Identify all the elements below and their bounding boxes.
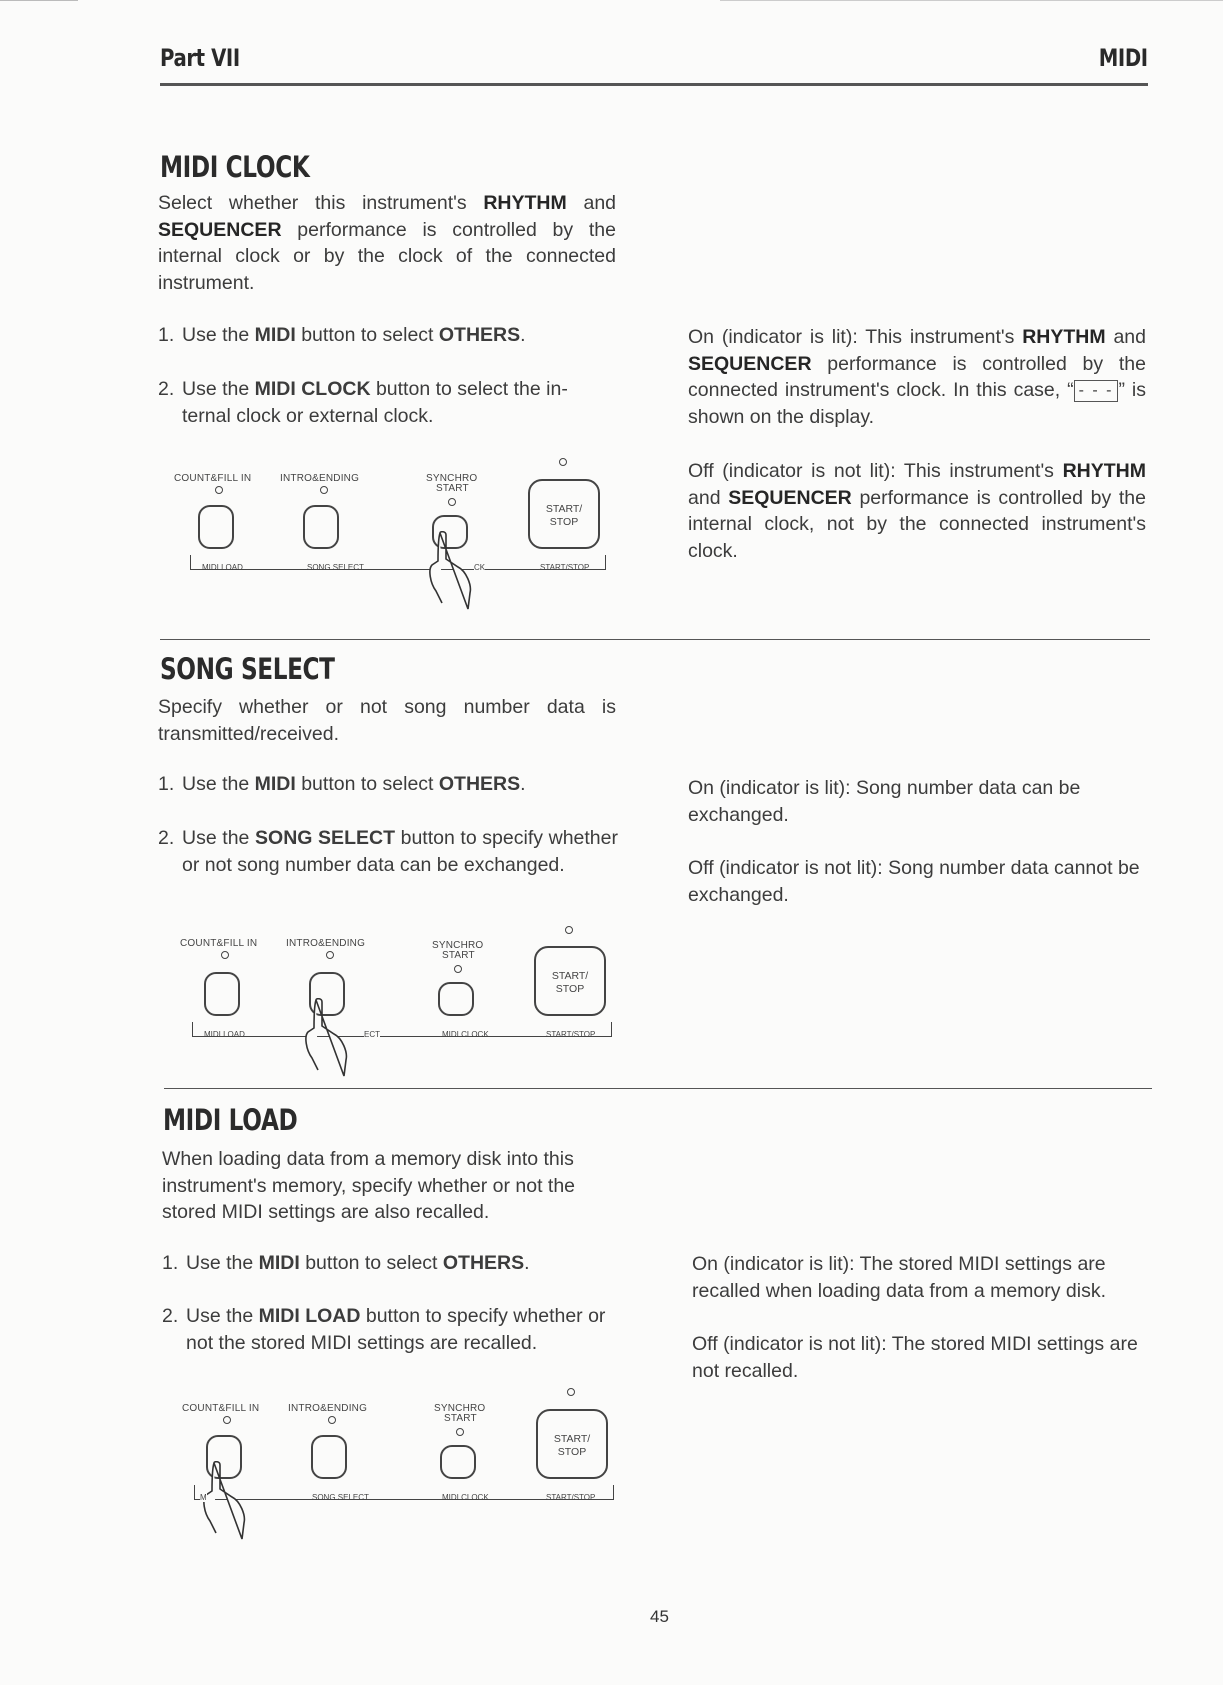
strip-label-midi-clock: MIDI CLOCK (442, 1030, 489, 1039)
led-indicator (328, 1416, 336, 1424)
led-indicator (456, 1428, 464, 1436)
count-fill-label: COUNT&FILL IN (182, 1403, 260, 1414)
song-select-button[interactable] (311, 1435, 347, 1479)
synchro-label: SYNCHRO (434, 1403, 486, 1414)
strip-label-start-stop: START/STOP (546, 1030, 596, 1039)
intro-ending-label: INTRO&ENDING (286, 938, 366, 949)
control-panel-illustration (172, 453, 612, 613)
strip-label-song-select: SONG SELECT (312, 1493, 369, 1502)
led-indicator (326, 951, 334, 959)
section-title-midi-clock: MIDI CLOCK (160, 150, 310, 184)
synchro-label: SYNCHRO (432, 940, 484, 951)
scan-edge-line (0, 0, 78, 1)
midi-clock-step-2: 2. Use the MIDI CLOCK button to select the in- ternal clock or external clock. (158, 378, 568, 427)
strip-label-midi-load: MIDI LOAD (204, 1030, 245, 1039)
strip-label-midi-clock-partial: CK (474, 563, 486, 572)
strip-label-start-stop: START/STOP (546, 1493, 596, 1502)
midi-load-step-2: 2. Use the MIDI LOAD button to specify whether or not the stored MIDI settings are recalled. (162, 1305, 606, 1354)
midi-load-button[interactable] (204, 972, 240, 1016)
midi-clock-button[interactable] (440, 1445, 476, 1479)
led-indicator (215, 486, 223, 494)
song-select-off-description: Off (indicator is not lit): Song number data cannot be exchanged. (688, 857, 1140, 906)
led-indicator (559, 458, 567, 466)
song-select-intro: Specify whether or not song number data is transmitted/received. (158, 696, 616, 745)
strip-label-song-select-partial: ECT (364, 1030, 380, 1039)
page-number: 45 (650, 1607, 669, 1626)
midi-clock-off-description: Off (indicator is not lit): This instrument's RHYTHM and SEQUENCER performance is controlled by the internal clock, not by the connected instrument's clock. (688, 460, 1146, 562)
led-indicator (454, 965, 462, 973)
start-label: START (444, 1413, 477, 1424)
count-fill-label: COUNT&FILL IN (174, 473, 252, 484)
strip-label-song-select: SONG SELECT (307, 563, 364, 572)
strip-label-start-stop: START/STOP (540, 563, 590, 572)
section-title-midi-load: MIDI LOAD (163, 1103, 298, 1137)
midi-clock-button[interactable] (438, 982, 474, 1016)
midi-load-step-1: 1. Use the MIDI button to select OTHERS. (162, 1252, 530, 1274)
strip-label-midi-clock: MIDI CLOCK (442, 1493, 489, 1502)
pressing-finger-icon (300, 998, 360, 1078)
chapter-header: MIDI (1099, 44, 1148, 72)
control-panel-illustration (180, 1383, 620, 1543)
strip-label-midi-load: MIDI LOAD (202, 563, 243, 572)
midi-clock-step-1: 1. Use the MIDI button to select OTHERS. (158, 324, 526, 346)
midi-clock-on-description: On (indicator is lit): This instrument's RHYTHM and SEQUENCER performance is controlled by the connected instrument's clock. In this case, “ - - - ” is shown on the display. (688, 326, 1146, 428)
led-indicator (221, 951, 229, 959)
start-stop-button-label: START/ STOP (545, 503, 583, 528)
header-rule (160, 83, 1148, 86)
count-fill-label: COUNT&FILL IN (180, 938, 258, 949)
section-title-song-select: SONG SELECT (160, 652, 335, 686)
synchro-label: SYNCHRO (426, 473, 478, 484)
led-indicator (320, 486, 328, 494)
midi-load-off-description: Off (indicator is not lit): The stored MIDI settings are not recalled. (692, 1333, 1138, 1382)
song-select-on-description: On (indicator is lit): Song number data can be exchanged. (688, 777, 1081, 826)
song-select-step-2: 2. Use the SONG SELECT button to specify whether or not song number data can be exchanged. (158, 827, 618, 876)
start-label: START (436, 483, 469, 494)
midi-load-button[interactable] (198, 505, 234, 549)
scan-edge-line (720, 0, 1223, 1)
part-header: Part VII (160, 44, 240, 72)
midi-load-intro: When loading data from a memory disk into this instrument's memory, specify whether or not the stored MIDI settings are also recalled. (162, 1148, 576, 1223)
start-stop-button-label: START/ STOP (553, 1433, 591, 1458)
song-select-step-1: 1. Use the MIDI button to select OTHERS. (158, 773, 526, 795)
pressing-finger-icon (198, 1461, 258, 1541)
section-divider (160, 639, 1150, 640)
display-indicator: - - - (1074, 380, 1119, 402)
led-indicator (223, 1416, 231, 1424)
start-label: START (442, 950, 475, 961)
song-select-button[interactable] (303, 505, 339, 549)
intro-ending-label: INTRO&ENDING (288, 1403, 368, 1414)
intro-ending-label: INTRO&ENDING (280, 473, 360, 484)
midi-load-on-description: On (indicator is lit): The stored MIDI settings are recalled when loading data from a memory disk. (692, 1253, 1107, 1302)
led-indicator (567, 1388, 575, 1396)
led-indicator (448, 498, 456, 506)
control-panel-illustration (178, 918, 618, 1078)
start-stop-button-label: START/ STOP (551, 970, 589, 995)
midi-clock-intro: Select whether this instrument's RHYTHM and SEQUENCER performance is controlled by the internal clock or by the clock of the connected instrument. (158, 192, 617, 294)
led-indicator (565, 926, 573, 934)
strip-label-midi-load-partial: M (200, 1493, 207, 1502)
section-divider (164, 1088, 1152, 1089)
